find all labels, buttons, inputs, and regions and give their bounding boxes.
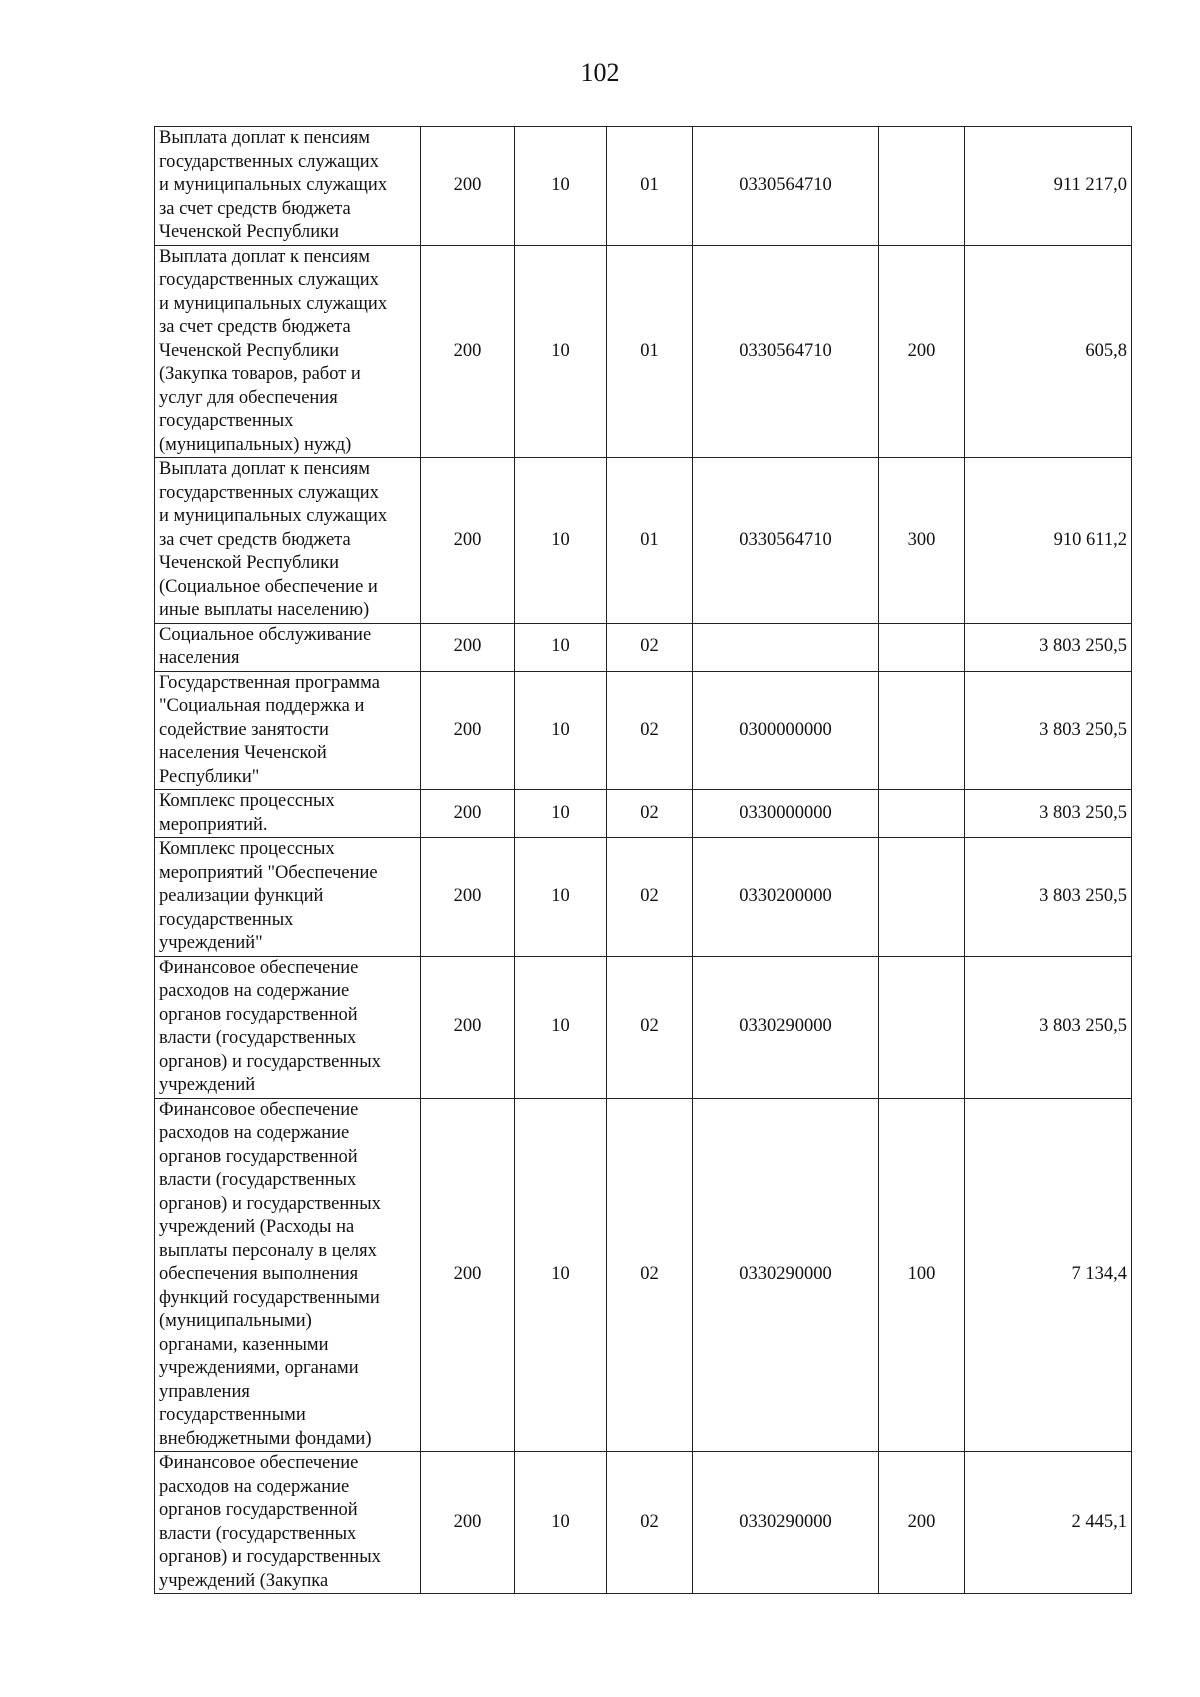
amount-cell: 3 803 250,5 bbox=[965, 838, 1132, 957]
item-name-cell: Финансовое обеспечение расходов на содержание органов государственной власти (государственных органов) и государственных учреждений (Расходы на выплаты персоналу в целях обеспечения выполнения функций государственными (муниципальными) органами, казенными учреждениями, органами управления государственными внебюджетными фондами) bbox=[155, 1098, 421, 1452]
item-name-cell: Выплата доплат к пенсиям государственных служащих и муниципальных служащих за счет средств бюджета Чеченской Республики (Социальное обеспечение и иные выплаты населению) bbox=[155, 458, 421, 624]
admin-code-cell: 200 bbox=[421, 1098, 515, 1452]
subsection-code-cell: 01 bbox=[607, 127, 693, 246]
section-code-cell: 10 bbox=[515, 790, 607, 838]
table-row bbox=[155, 127, 1132, 246]
expense-type-code-cell bbox=[879, 956, 965, 1098]
subsection-code-cell: 02 bbox=[607, 1098, 693, 1452]
amount-cell: 3 803 250,5 bbox=[965, 671, 1132, 790]
expense-type-code-cell: 200 bbox=[879, 1452, 965, 1594]
subsection-code-cell: 02 bbox=[607, 838, 693, 957]
target-article-code-cell: 0330290000 bbox=[693, 1452, 879, 1594]
section-code-cell: 10 bbox=[515, 956, 607, 1098]
section-code-cell: 10 bbox=[515, 838, 607, 957]
amount-cell: 3 803 250,5 bbox=[965, 623, 1132, 671]
section-code-cell: 10 bbox=[515, 458, 607, 624]
item-name-cell: Финансовое обеспечение расходов на содержание органов государственной власти (государственных органов) и государственных учреждений bbox=[155, 956, 421, 1098]
subsection-code-cell: 02 bbox=[607, 671, 693, 790]
subsection-code-cell: 02 bbox=[607, 956, 693, 1098]
budget-table bbox=[154, 126, 1132, 1594]
table-row bbox=[155, 671, 1132, 790]
section-code-cell: 10 bbox=[515, 1098, 607, 1452]
admin-code-cell: 200 bbox=[421, 838, 515, 957]
target-article-code-cell: 0330200000 bbox=[693, 838, 879, 957]
expense-type-code-cell: 100 bbox=[879, 1098, 965, 1452]
subsection-code-cell: 02 bbox=[607, 1452, 693, 1594]
table-row bbox=[155, 790, 1132, 838]
target-article-code-cell: 0330564710 bbox=[693, 458, 879, 624]
section-code-cell: 10 bbox=[515, 1452, 607, 1594]
admin-code-cell: 200 bbox=[421, 790, 515, 838]
expense-type-code-cell: 200 bbox=[879, 245, 965, 458]
table-row bbox=[155, 1452, 1132, 1594]
table-row bbox=[155, 956, 1132, 1098]
table-row bbox=[155, 1098, 1132, 1452]
expense-type-code-cell bbox=[879, 623, 965, 671]
section-code-cell: 10 bbox=[515, 245, 607, 458]
amount-cell: 3 803 250,5 bbox=[965, 956, 1132, 1098]
target-article-code-cell: 0330564710 bbox=[693, 127, 879, 246]
expense-type-code-cell: 300 bbox=[879, 458, 965, 624]
amount-cell: 3 803 250,5 bbox=[965, 790, 1132, 838]
item-name-cell: Комплекс процессных мероприятий "Обеспечение реализации функций государственных учреждений" bbox=[155, 838, 421, 957]
amount-cell: 911 217,0 bbox=[965, 127, 1132, 246]
admin-code-cell: 200 bbox=[421, 671, 515, 790]
admin-code-cell: 200 bbox=[421, 458, 515, 624]
amount-cell: 910 611,2 bbox=[965, 458, 1132, 624]
section-code-cell: 10 bbox=[515, 671, 607, 790]
subsection-code-cell: 02 bbox=[607, 790, 693, 838]
admin-code-cell: 200 bbox=[421, 1452, 515, 1594]
item-name-cell: Комплекс процессных мероприятий. bbox=[155, 790, 421, 838]
target-article-code-cell: 0330290000 bbox=[693, 956, 879, 1098]
amount-cell: 7 134,4 bbox=[965, 1098, 1132, 1452]
amount-cell: 605,8 bbox=[965, 245, 1132, 458]
admin-code-cell: 200 bbox=[421, 127, 515, 246]
table-row bbox=[155, 838, 1132, 957]
expense-type-code-cell bbox=[879, 671, 965, 790]
table-body bbox=[155, 127, 1132, 1594]
target-article-code-cell: 0330564710 bbox=[693, 245, 879, 458]
expense-type-code-cell bbox=[879, 838, 965, 957]
amount-cell: 2 445,1 bbox=[965, 1452, 1132, 1594]
expense-type-code-cell bbox=[879, 790, 965, 838]
target-article-code-cell bbox=[693, 623, 879, 671]
table-row bbox=[155, 245, 1132, 458]
admin-code-cell: 200 bbox=[421, 956, 515, 1098]
subsection-code-cell: 01 bbox=[607, 458, 693, 624]
subsection-code-cell: 01 bbox=[607, 245, 693, 458]
item-name-cell: Выплата доплат к пенсиям государственных служащих и муниципальных служащих за счет средств бюджета Чеченской Республики (Закупка товаров, работ и услуг для обеспечения государственных (муниципальных) нужд) bbox=[155, 245, 421, 458]
table-row bbox=[155, 623, 1132, 671]
target-article-code-cell: 0300000000 bbox=[693, 671, 879, 790]
section-code-cell: 10 bbox=[515, 127, 607, 246]
subsection-code-cell: 02 bbox=[607, 623, 693, 671]
admin-code-cell: 200 bbox=[421, 623, 515, 671]
item-name-cell: Социальное обслуживание населения bbox=[155, 623, 421, 671]
target-article-code-cell: 0330000000 bbox=[693, 790, 879, 838]
expense-type-code-cell bbox=[879, 127, 965, 246]
target-article-code-cell: 0330290000 bbox=[693, 1098, 879, 1452]
page-number: 102 bbox=[580, 58, 620, 87]
admin-code-cell: 200 bbox=[421, 245, 515, 458]
table-row bbox=[155, 458, 1132, 624]
item-name-cell: Государственная программа "Социальная поддержка и содействие занятости населения Чеченской Республики" bbox=[155, 671, 421, 790]
section-code-cell: 10 bbox=[515, 623, 607, 671]
item-name-cell: Выплата доплат к пенсиям государственных служащих и муниципальных служащих за счет средств бюджета Чеченской Республики bbox=[155, 127, 421, 246]
item-name-cell: Финансовое обеспечение расходов на содержание органов государственной власти (государственных органов) и государственных учреждений (Закупка bbox=[155, 1452, 421, 1594]
